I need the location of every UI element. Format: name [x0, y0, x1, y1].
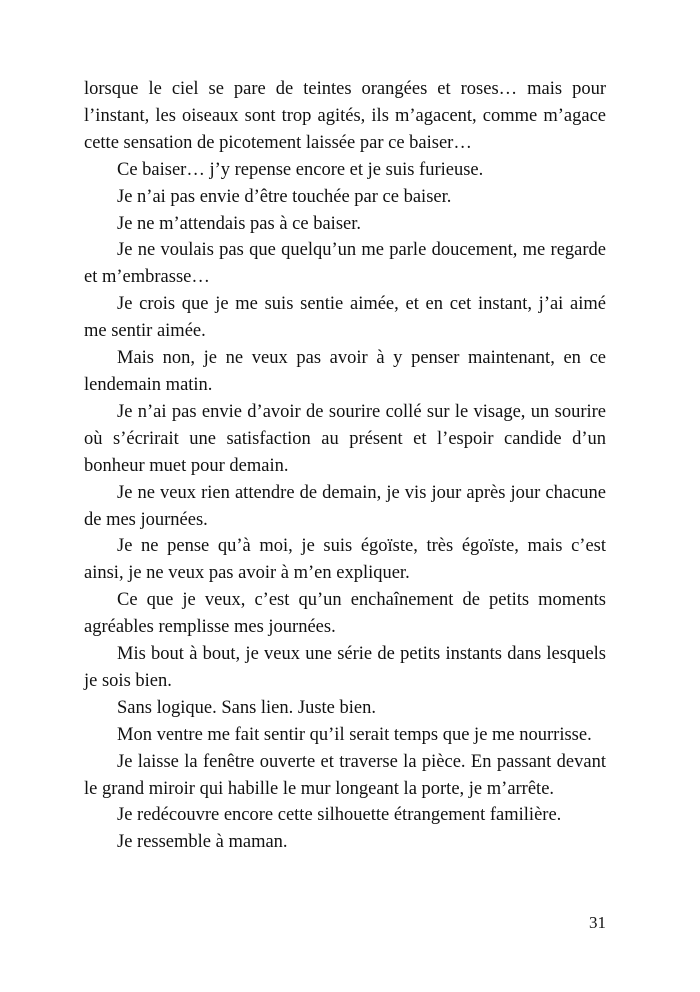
paragraph: Je ne m’attendais pas à ce baiser.: [117, 213, 361, 234]
paragraph: Ce baiser… j’y repense encore et je suis furieuse.: [117, 159, 484, 180]
paragraph: Je ne pense qu’à moi, je suis égoïste, très égoïste, mais c’est ainsi, je ne veux pas avoir à m’en expliquer.: [84, 536, 606, 584]
paragraph: Ce que je veux, c’est qu’un enchaînement de petits moments agréables remplisse mes journées.: [84, 590, 606, 638]
paragraph: Je laisse la fenêtre ouverte et traverse la pièce. En passant devant le grand miroir qui habille le mur longeant la porte, je m’arrête.: [84, 751, 606, 799]
paragraph-continued: lorsque le ciel se pare de teintes orangées et roses… mais pour l’instant, les oiseaux sont trop agités, ils m’agacent, comme m’agace cette sensation de picotement laissée par ce baiser…: [84, 79, 606, 153]
page-number: 31: [589, 913, 606, 932]
paragraph: Sans logique. Sans lien. Juste bien.: [117, 697, 376, 718]
paragraph: Je ressemble à maman.: [117, 832, 288, 853]
paragraph: Mais non, je ne veux pas avoir à y penser maintenant, en ce lendemain matin.: [84, 348, 606, 395]
body-text: [84, 76, 606, 856]
paragraph: Mon ventre me fait sentir qu’il serait temps que je me nourrisse.: [117, 724, 592, 745]
paragraph: Je n’ai pas envie d’être touchée par ce baiser.: [117, 186, 452, 207]
paragraph: Je n’ai pas envie d’avoir de sourire collé sur le visage, un sourire où s’écrirait une satisfaction au présent et l’espoir candide d’un bonheur muet pour demain.: [84, 401, 606, 476]
paragraph: Je ne veux rien attendre de demain, je vis jour après jour chacune de mes journées.: [84, 482, 606, 530]
paragraph: Je redécouvre encore cette silhouette étrangement familière.: [117, 805, 562, 826]
paragraph: Je ne voulais pas que quelqu’un me parle doucement, me regarde et m’embrasse…: [84, 240, 606, 288]
paragraph: Mis bout à bout, je veux une série de petits instants dans lesquels je sois bien.: [84, 644, 606, 691]
paragraph: Je crois que je me suis sentie aimée, et en cet instant, j’ai aimé me sentir aimée.: [84, 294, 606, 342]
